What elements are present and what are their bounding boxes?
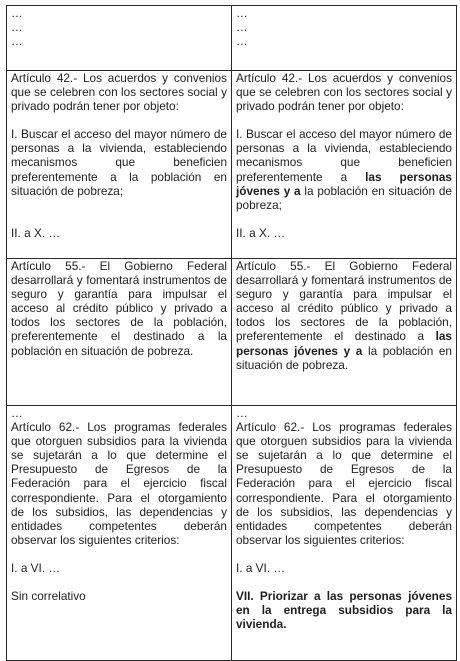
- article-62-fractions-i-vi: I. a VI. …: [11, 560, 61, 575]
- ellipsis: …: [236, 406, 248, 420]
- article-42-fraction-i: I. Buscar el acceso del mayor número de personas a la vivienda, estableciendo mecanismos que beneficien preferentemente a la población en situación de pobreza;: [11, 127, 227, 198]
- table-row: [7, 6, 457, 71]
- article-42-fraction-i: I. Buscar el acceso del mayor número de personas a la vivienda, estableciendo mecanismos que beneficien preferentemente a las personas jóvenes y a la población en situación de pobreza;: [236, 127, 452, 212]
- right-cell: [232, 6, 457, 71]
- ellipsis: …: [11, 34, 23, 49]
- right-cell: [232, 71, 457, 259]
- no-correlative-note: Sin correlativo: [11, 589, 86, 604]
- reform-emphasis: las personas jóvenes y a: [236, 169, 452, 198]
- article-42-heading: Artículo 42.- Los acuerdos y convenios que se celebren con los sectores social y privado podrán tener por objeto:: [11, 71, 227, 114]
- article-42-fractions-ii-x: II. a X. …: [236, 225, 286, 240]
- right-cell: [232, 406, 457, 661]
- right-cell: [232, 259, 457, 406]
- table-row: [7, 406, 457, 661]
- left-cell: [7, 71, 232, 259]
- table-row: [7, 259, 457, 406]
- ellipsis: …: [236, 34, 248, 49]
- article-62-fraction-vii: VII. Priorizar a las personas jóvenes en la entrega subsidios para la vivienda.: [236, 589, 452, 632]
- article-55-text: Artículo 55.- El Gobierno Federal desarrollará y fomentará instrumentos de seguro y garantía para impulsar el acceso al crédito público y privado a todos los sectores de la población, preferentemente el destinado a las personas jóvenes y a la población en situación de pobreza.: [236, 259, 452, 372]
- left-cell: [7, 406, 232, 661]
- left-cell: [7, 259, 232, 406]
- table-row: [7, 71, 457, 259]
- comparison-table: [6, 5, 457, 661]
- article-62-text: Artículo 62.- Los programas federales que otorguen subsidios para la vivienda se sujetarán a lo que determine el Presupuesto de Egresos de la Federación para el ejercicio fiscal correspondiente. Para el otorgamiento de los subsidios, las dependencias y entidades competentes deberán observar los siguientes criterios:: [236, 420, 452, 547]
- article-42-fractions-ii-x: II. a X. …: [11, 225, 61, 240]
- ellipsis: …: [11, 406, 23, 420]
- left-cell: [7, 6, 232, 71]
- article-42-heading: Artículo 42.- Los acuerdos y convenios que se celebren con los sectores social y privado podrán tener por objeto:: [236, 71, 452, 114]
- article-55-text: Artículo 55.- El Gobierno Federal desarrollará y fomentará instrumentos de seguro y garantía para impulsar el acceso al crédito público y privado a todos los sectores de la población, preferentemente el destinado a la población en situación de pobreza.: [11, 259, 227, 358]
- reform-emphasis: las personas jóvenes y a: [236, 329, 452, 358]
- ellipsis: …: [11, 20, 23, 35]
- article-62-fractions-i-vi: I. a VI. …: [236, 560, 286, 575]
- ellipsis: …: [236, 20, 248, 35]
- article-62-text: Artículo 62.- Los programas federales que otorguen subsidios para la vivienda se sujetarán a lo que determine el Presupuesto de Egresos de la Federación para el ejercicio fiscal correspondiente. Para el otorgamiento de los subsidios, las dependencias y entidades competentes deberán observar los siguientes criterios:: [11, 420, 227, 547]
- ellipsis: …: [11, 6, 23, 20]
- ellipsis: …: [236, 6, 248, 20]
